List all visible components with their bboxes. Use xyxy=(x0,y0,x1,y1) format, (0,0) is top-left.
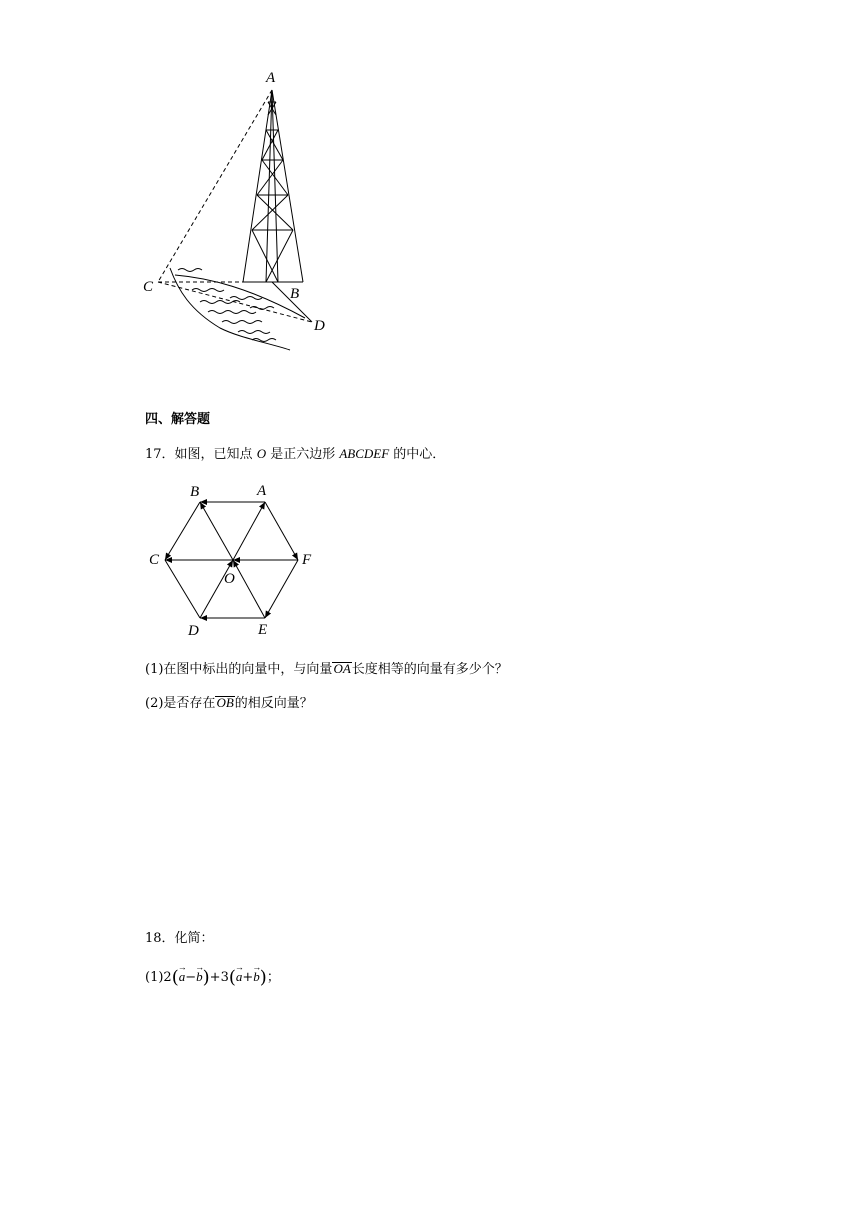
q17-stem-mid: 是正六边形 xyxy=(266,447,340,462)
q18-coef-1: 2 xyxy=(163,970,172,985)
hex-label-c: C xyxy=(149,552,160,568)
q17-stem-pre: 如图，已知点 xyxy=(174,447,257,462)
hex-label-o: O xyxy=(224,571,235,587)
q17-part2-pre: 是否存在 xyxy=(163,696,216,711)
tower-label-c: C xyxy=(143,279,154,295)
q18-stem xyxy=(145,930,214,948)
q18-stem-text: 化简： xyxy=(174,931,214,946)
hex-label-e: E xyxy=(258,622,268,638)
tower-river-figure xyxy=(130,60,350,360)
q17-part2-number: (2) xyxy=(145,696,164,711)
q17-part1-number: (1) xyxy=(145,662,164,677)
q18-end: ； xyxy=(266,970,280,985)
q17-part2-post: 的相反向量？ xyxy=(234,696,313,711)
q18-vector-a-2: → a xyxy=(236,968,243,986)
q17-part1-post: 长度相等的向量有多少个？ xyxy=(351,662,508,677)
tower-label-d: D xyxy=(314,318,325,334)
hexagon-vector-figure xyxy=(140,478,330,643)
q18-plus: + xyxy=(242,970,254,985)
q18-vector-a-1: → a xyxy=(179,968,186,986)
q17-stem-post: 的中心． xyxy=(389,447,446,462)
q17-part1-vector: OA xyxy=(333,661,351,676)
q17-part2 xyxy=(145,694,313,713)
q17-number: 17． xyxy=(145,447,175,462)
q17-part1-pre: 在图中标出的向量中，与向量 xyxy=(163,662,333,677)
tower-label-b: B xyxy=(290,286,300,302)
q18-minus: − xyxy=(185,970,197,985)
tower-label-a: A xyxy=(266,70,276,86)
hex-label-f: F xyxy=(302,552,312,568)
q17-point-o: O xyxy=(256,446,267,461)
q18-part1-expression: (1)2(→ a−→ b)+3(→ a+→ b)； xyxy=(145,968,280,987)
q18-plus-mid: + xyxy=(209,970,221,985)
hex-label-a: A xyxy=(257,483,267,499)
q17-stem xyxy=(145,445,445,464)
q17-hexagon-name: ABCDEF xyxy=(339,446,390,461)
q18-coef-2: 3 xyxy=(220,970,229,985)
q18-vector-b-2: → b xyxy=(253,968,260,986)
hex-label-d: D xyxy=(188,623,199,639)
q18-number: 18． xyxy=(145,931,175,946)
q18-part1-number: (1) xyxy=(145,970,164,985)
q17-part2-vector: OB xyxy=(216,695,234,710)
section-title: 四、解答题 xyxy=(145,412,211,427)
q17-part1 xyxy=(145,660,508,679)
hex-label-b: B xyxy=(190,484,200,500)
q18-vector-b-1: → b xyxy=(196,968,203,986)
